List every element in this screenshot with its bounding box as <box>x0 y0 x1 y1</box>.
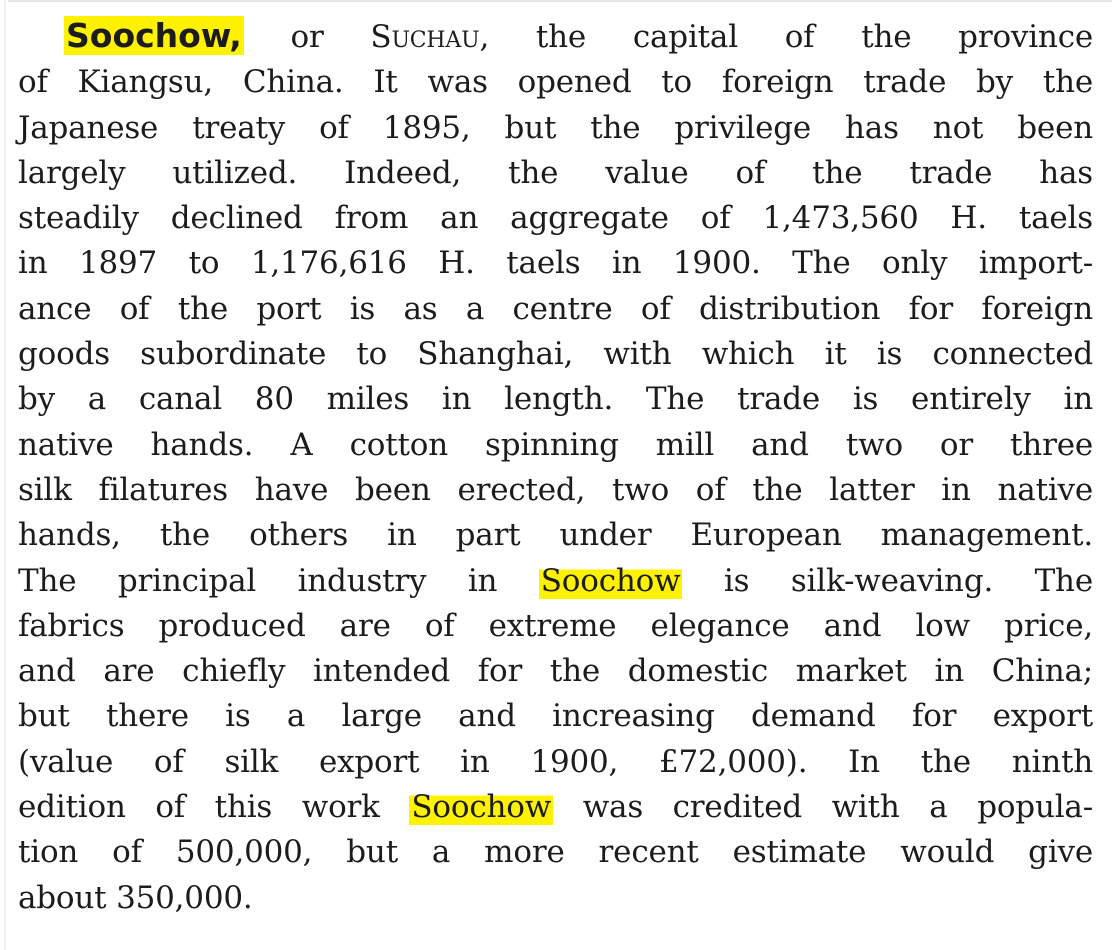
headword-highlight: Soochow, <box>66 16 242 55</box>
article-line-7: ance of the port is as a centre of distribution for foreign <box>18 290 1093 327</box>
article-line-4: largely utilized. Indeed, the value of the trade has <box>18 154 1093 191</box>
soochow-highlight-2: Soochow <box>411 789 552 826</box>
article-line-9: by a canal 80 miles in length. The trade is entirely in <box>18 381 1093 418</box>
article-line-19: tion of 500,000, but a more recent estimate would give <box>18 834 1093 871</box>
article-line-6: in 1897 to 1,176,616 H. taels in 1900. The only import- <box>18 245 1093 282</box>
article-line-8: goods subordinate to Shanghai, with which it is connected <box>18 336 1093 373</box>
article-line-18 <box>18 785 1093 830</box>
article-line-11: silk filatures have been erected, two of the latter in native <box>18 471 1093 508</box>
article-line-10: native hands. A cotton spinning mill and two or three <box>18 426 1093 463</box>
article-line-1 <box>18 13 1093 60</box>
page-left-edge <box>4 0 6 950</box>
first-line-connector: or <box>243 19 371 55</box>
variant-name: Suchau <box>370 19 480 55</box>
article-body <box>18 13 1093 921</box>
article-line-2: of Kiangsu, China. It was opened to foreign trade by the <box>18 64 1093 101</box>
article-line-20: about 350,000. <box>18 879 253 916</box>
line-18-after: was credited with a popula- <box>553 789 1093 826</box>
first-line-rest: , the capital of the province <box>479 19 1094 55</box>
line-13-after: is silk-weaving. The <box>682 562 1093 599</box>
article-line-14: fabrics produced are of extreme elegance and low price, <box>18 607 1093 644</box>
line-13-before: The principal industry in <box>18 562 539 599</box>
article-line-12: hands, the others in part under European management. <box>18 517 1093 554</box>
line-18-before: edition of this work <box>18 789 410 826</box>
article-line-3: Japanese treaty of 1895, but the privilege has not been <box>18 109 1093 146</box>
article-line-13 <box>18 559 1093 604</box>
article-line-17: (value of silk export in 1900, £72,000). In the ninth <box>18 743 1093 780</box>
soochow-highlight-1: Soochow <box>540 562 681 599</box>
page-top-edge <box>8 0 1112 2</box>
article-line-15: and are chiefly intended for the domestic market in China; <box>18 653 1093 690</box>
article-line-5: steadily declined from an aggregate of 1,473,560 H. taels <box>18 200 1093 237</box>
article-line-16: but there is a large and increasing demand for export <box>18 698 1093 735</box>
